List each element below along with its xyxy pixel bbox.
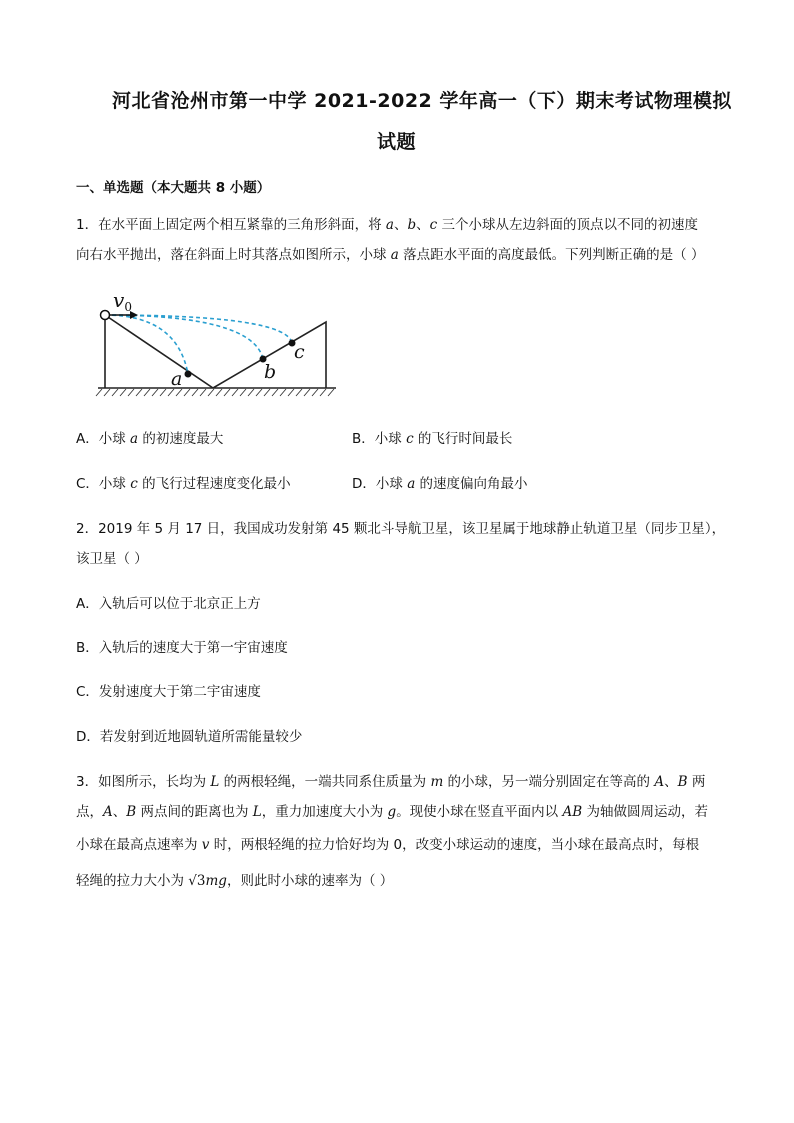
q1-option-a[interactable]: A．小球 a 的初速度最大 [76,431,224,447]
ground-hatching [96,389,334,396]
launch-point [101,311,110,320]
q1-option-c[interactable]: C．小球 c 的飞行过程速度变化最小 [76,476,291,492]
q1-incline-figure [90,282,350,406]
label-c: c [294,341,305,363]
q2-option-a[interactable]: A．入轨后可以位于北京正上方 [76,596,261,612]
q2-option-b[interactable]: B．入轨后的速度大于第一宇宙速度 [76,640,288,656]
q2-stem-line1: 2．2019 年 5 月 17 日，我国成功发射第 45 颗北斗导航卫星，该卫星属于地球静止轨道卫星（同步卫星）， [76,521,726,537]
doc-title-line2: 试题 [377,131,417,153]
q3-stem-line1: 3．如图所示，长均为 L 的两根轻绳，一端共同系住质量为 m 的小球，另一端分别固定在等高的 A、B 两 [76,774,706,790]
q1-stem-line2: 向右水平抛出，落在斜面上时其落点如图所示，小球 a 落点距水平面的高度最低。下列判断正确的是（ ） [76,247,705,263]
q2-option-d[interactable]: D．若发射到近地圆轨道所需能量较少 [76,729,303,745]
q3-stem-line2: 点，A、B 两点间的距离也为 L，重力加速度大小为 g。现使小球在竖直平面内以 AB 为轴做圆周运动，若 [76,804,708,820]
q2-stem-line2: 该卫星（ ） [76,551,148,567]
q1-stem-line1: 1．在水平面上固定两个相互紧靠的三角形斜面，将 a、b、c 三个小球从左边斜面的顶点以不同的初速度 [76,217,698,233]
sqrt-three: √3 [188,873,206,889]
label-b: b [264,361,277,383]
q3-stem-line3: 小球在最高点速率为 v 时，两根轻绳的拉力恰好均为 0，改变小球运动的速度，当小球在最高点时，每根 [76,837,700,853]
trajectory-c [105,315,292,343]
label-a: a [171,368,183,390]
v0-label: $v_0$ [113,288,132,314]
q2-option-c[interactable]: C．发射速度大于第二宇宙速度 [76,684,261,700]
q1-option-b[interactable]: B．小球 c 的飞行时间最长 [352,431,513,447]
section-heading-single-choice: 一、单选题（本大题共 8 小题） [76,180,271,196]
q1-option-d[interactable]: D．小球 a 的速度偏向角最小 [352,476,528,492]
doc-title-line1: 河北省沧州市第一中学 2021-2022 学年高一（下）期末考试物理模拟 [112,90,732,112]
q3-stem-line4: 轻绳的拉力大小为 √3mg，则此时小球的速率为（ ） [76,873,394,889]
left-incline [105,315,213,388]
landing-point-a [185,371,192,378]
